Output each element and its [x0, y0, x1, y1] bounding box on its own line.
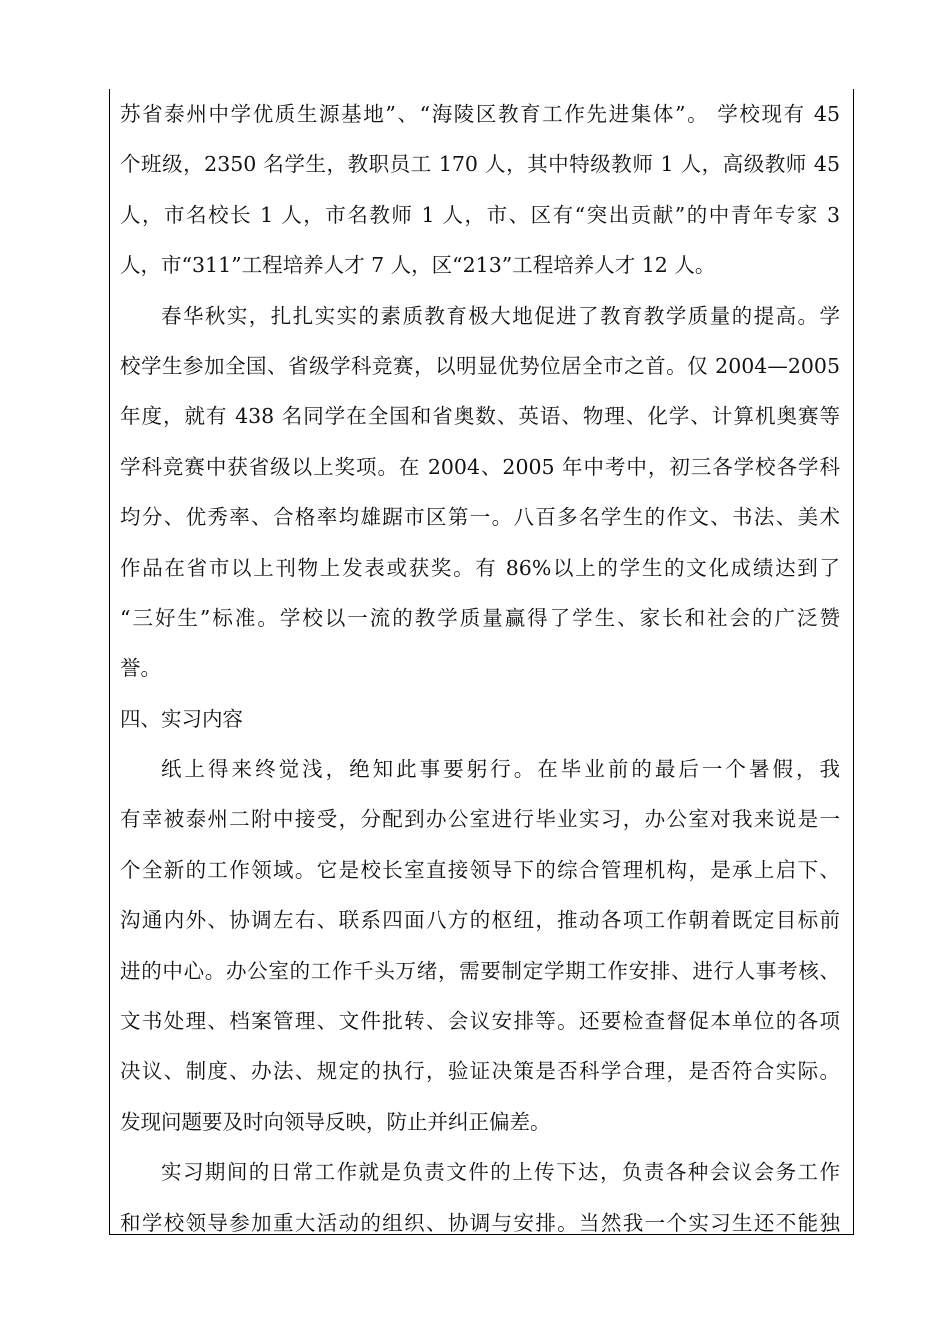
- text-line: 实习期间的日常工作就是负责文件的上传下达，负责各种会议会务工作: [161, 1160, 840, 1185]
- text-line: 纸上得来终觉浅，绝知此事要躬行。在毕业前的最后一个暑假，我: [161, 757, 840, 782]
- document-body: [120, 89, 840, 1248]
- text-line: 均分、优秀率、合格率均雄踞市区第一。八百多名学生的作文、书法、美术: [120, 505, 840, 530]
- paragraph-internship-intro: [120, 744, 840, 1147]
- text-line: 和学校领导参加重大活动的组织、协调与安排。当然我一个实习生还不能独: [120, 1210, 840, 1235]
- text-line: 誉。: [120, 656, 161, 681]
- section-heading: [120, 694, 840, 744]
- text-line: 校学生参加全国、省级学科竞赛，以明显优势位居全市之首。仅 2004—2005: [120, 353, 840, 378]
- text-line: 年度，就有 438 名同学在全国和省奥数、英语、物理、化学、计算机奥赛等: [120, 404, 840, 429]
- text-line: 人，市名校长 1 人，市名教师 1 人，市、区有“突出贡献”的中青年专家 3: [120, 202, 840, 227]
- text-line: 个全新的工作领域。它是校长室直接领导下的综合管理机构，是承上启下、: [120, 857, 840, 882]
- text-line: 决议、制度、办法、规定的执行，验证决策是否科学合理，是否符合实际。: [120, 1059, 840, 1084]
- paragraph-school-stats: [120, 89, 840, 291]
- text-line: “三好生”标准。学校以一流的教学质量赢得了学生、家长和社会的广泛赞: [120, 605, 840, 630]
- heading-text: 四、实习内容: [120, 706, 243, 731]
- text-line: 进的中心。办公室的工作千头万绪，需要制定学期工作安排、进行人事考核、: [120, 958, 840, 983]
- text-line: 个班级，2350 名学生，教职员工 170 人，其中特级教师 1 人，高级教师 45: [120, 152, 840, 177]
- text-line: 苏省泰州中学优质生源基地”、“海陵区教育工作先进集体”。 学校现有 45: [120, 102, 840, 126]
- text-line: 作品在省市以上刊物上发表或获奖。有 86%以上的学生的文化成绩达到了: [120, 555, 840, 580]
- text-line: 春华秋实，扎扎实实的素质教育极大地促进了教育教学质量的提高。学: [161, 303, 840, 328]
- text-line: 有幸被泰州二附中接受，分配到办公室进行毕业实习，办公室对我来说是一: [120, 807, 840, 832]
- paragraph-daily-work: [120, 1147, 840, 1248]
- document-frame: [109, 89, 854, 1235]
- text-line: 学科竞赛中获省级以上奖项。在 2004、2005 年中考中，初三各学校各学科: [120, 454, 840, 479]
- text-line: 沟通内外、协调左右、联系四面八方的枢纽，推动各项工作朝着既定目标前: [120, 908, 840, 933]
- text-line: 文书处理、档案管理、文件批转、会议安排等。还要检查督促本单位的各项: [120, 1009, 840, 1034]
- text-line: 发现问题要及时向领导反映，防止并纠正偏差。: [120, 1109, 551, 1134]
- text-line: 人，市“311”工程培养人才 7 人，区“213”工程培养人才 12 人。: [120, 253, 716, 278]
- paragraph-education-quality: [120, 291, 840, 694]
